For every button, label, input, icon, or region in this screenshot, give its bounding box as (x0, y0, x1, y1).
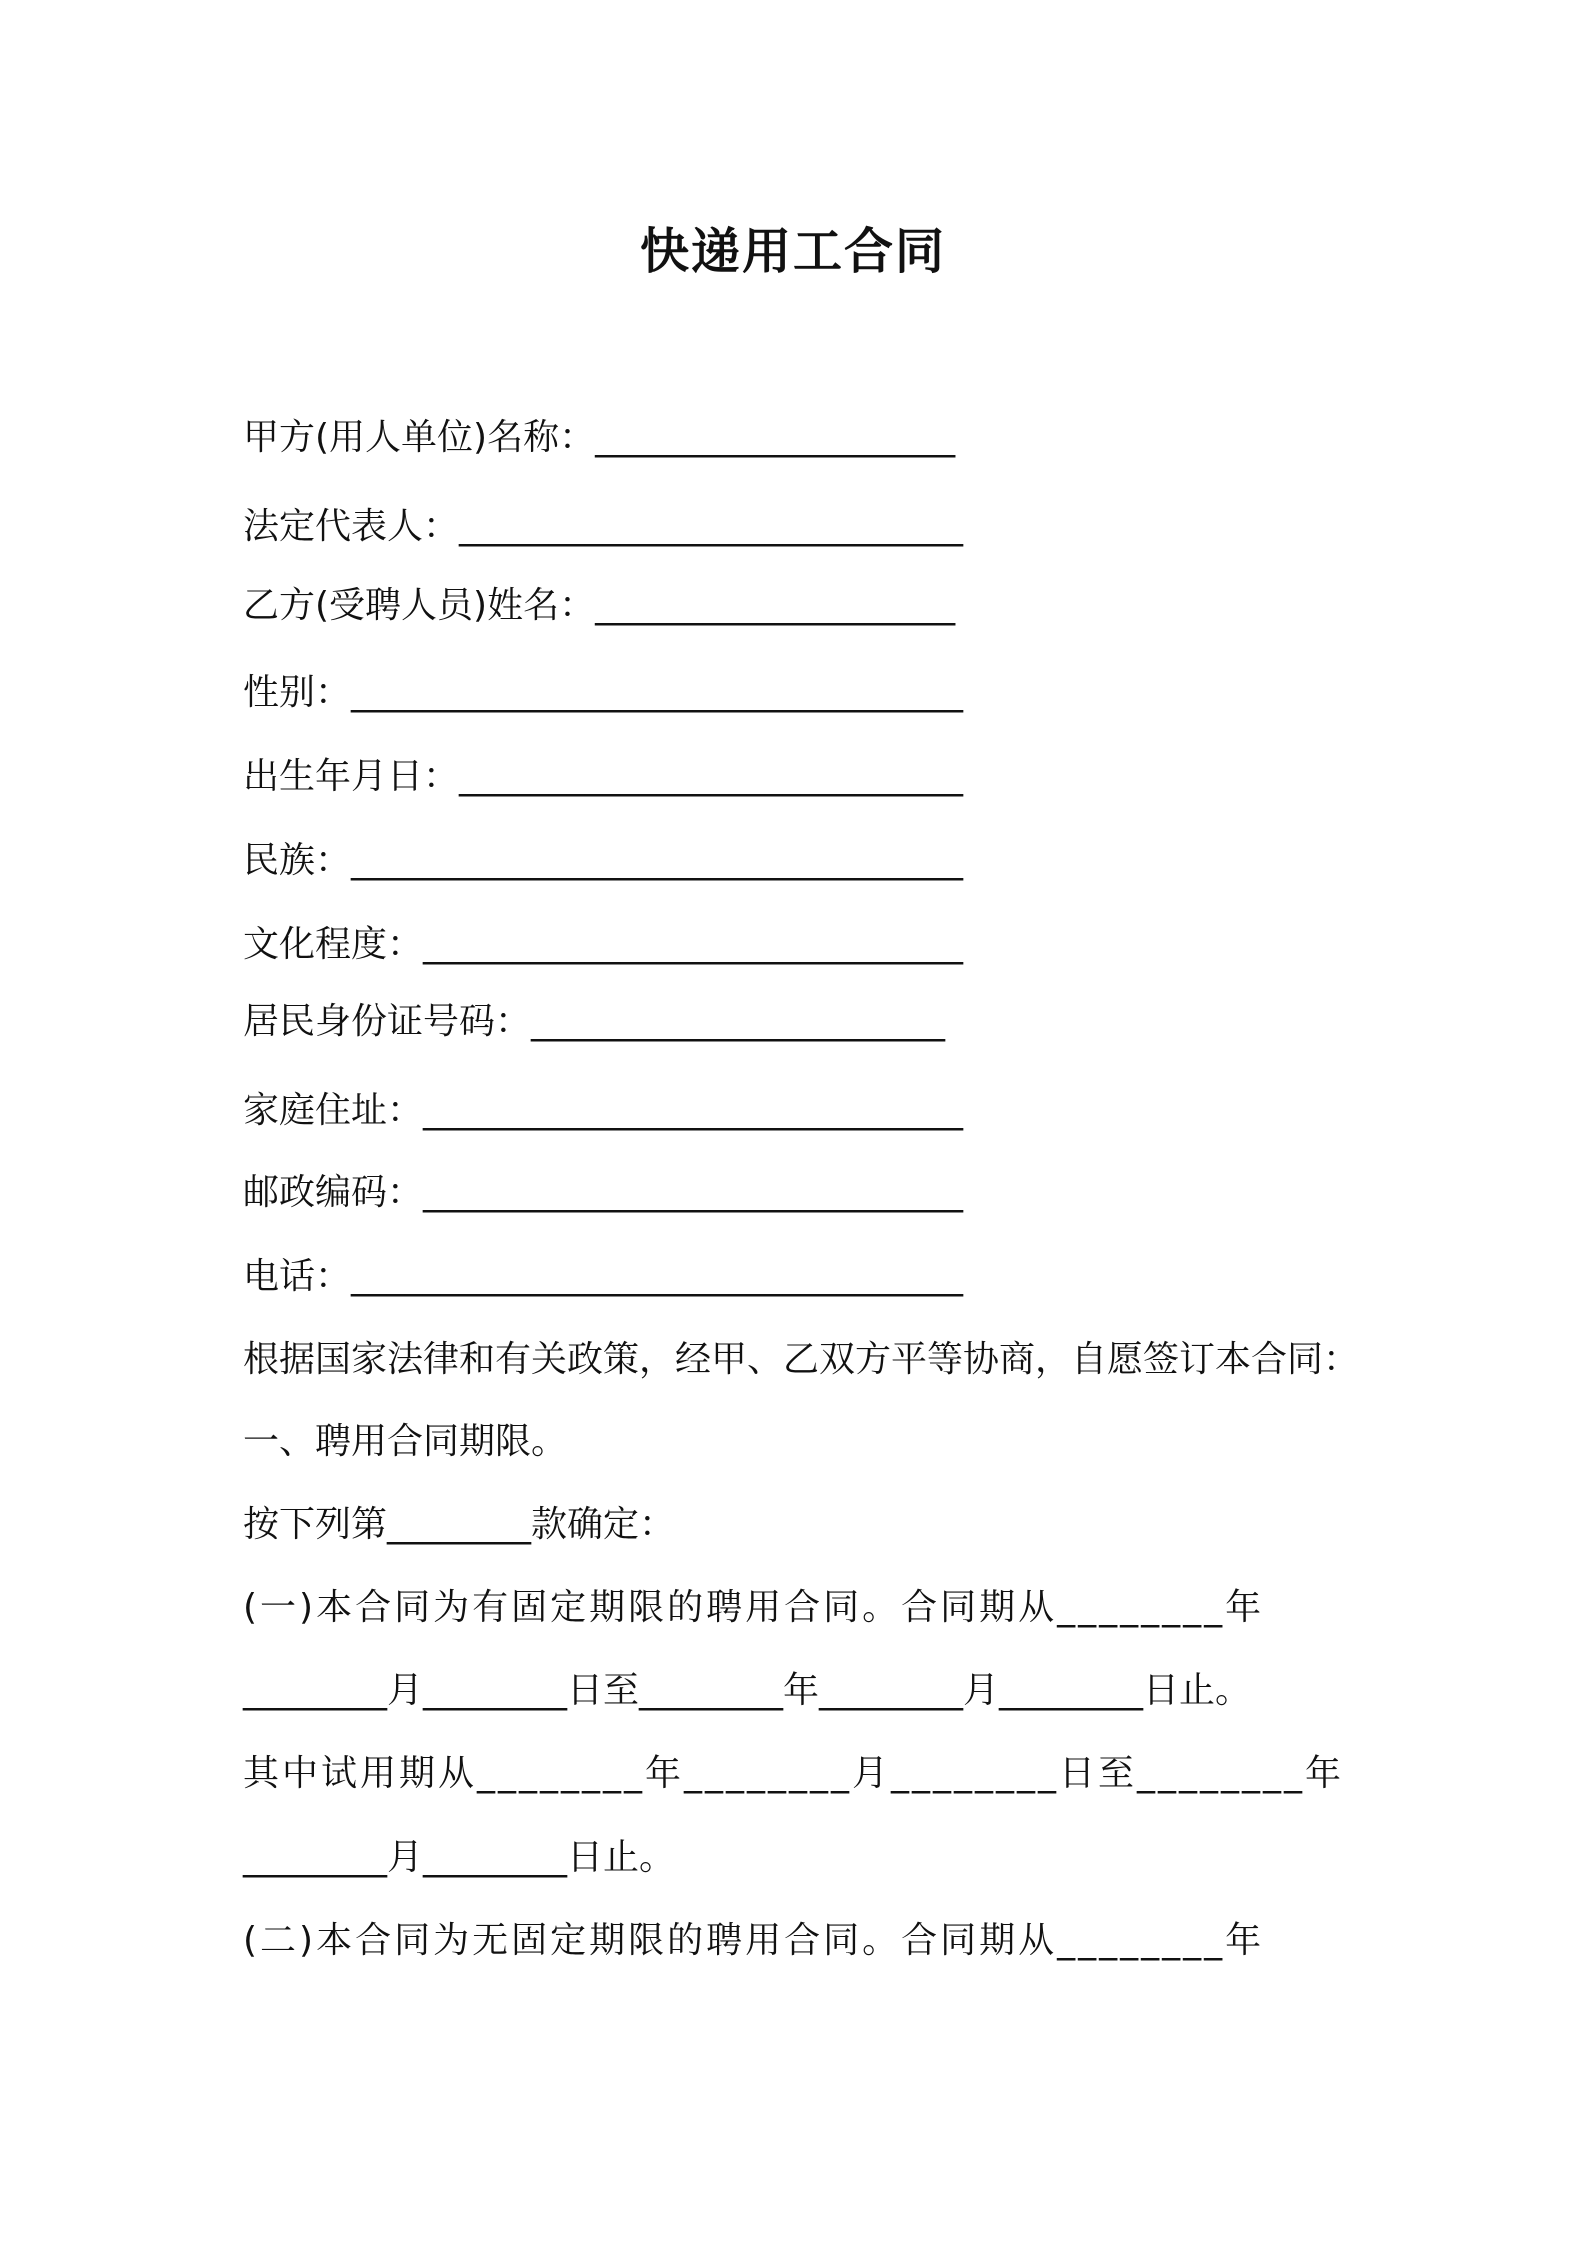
education-level-field: 文化程度：______________________________ (243, 924, 964, 965)
clause-1-line-3: 其中试用期从________年________月________日至________年 (243, 1753, 1345, 1794)
section-1-heading: 一、聘用合同期限。 (243, 1421, 568, 1462)
phone-field: 电话：__________________________________ (243, 1256, 964, 1297)
home-address-field: 家庭住址：______________________________ (243, 1090, 964, 1131)
clause-1-line-1: (一)本合同为有固定期限的聘用合同。合同期从________年 (243, 1587, 1265, 1628)
gender-field: 性别：__________________________________ (243, 672, 964, 713)
ethnicity-field: 民族：__________________________________ (243, 840, 964, 881)
postal-code-field: 邮政编码：______________________________ (243, 1172, 964, 1213)
employee-name-field: 乙方(受聘人员)姓名：____________________ (243, 585, 956, 626)
section-1-selector: 按下列第________款确定： (243, 1504, 676, 1545)
document-title: 快递用工合同 (639, 223, 946, 280)
clause-2-line-1: (二)本合同为无固定期限的聘用合同。合同期从________年 (243, 1920, 1265, 1961)
id-number-field: 居民身份证号码：_______________________ (243, 1001, 946, 1042)
employer-name-field: 甲方(用人单位)名称：____________________ (243, 417, 956, 458)
clause-1-line-2: ________月________日至________年________月________日止。 (243, 1670, 1252, 1711)
clause-1-line-4: ________月________日止。 (243, 1837, 676, 1878)
birth-date-field: 出生年月日：____________________________ (243, 756, 964, 797)
legal-representative-field: 法定代表人：____________________________ (243, 506, 964, 547)
preamble-paragraph: 根据国家法律和有关政策，经甲、乙双方平等协商，自愿签订本合同： (243, 1339, 1360, 1380)
